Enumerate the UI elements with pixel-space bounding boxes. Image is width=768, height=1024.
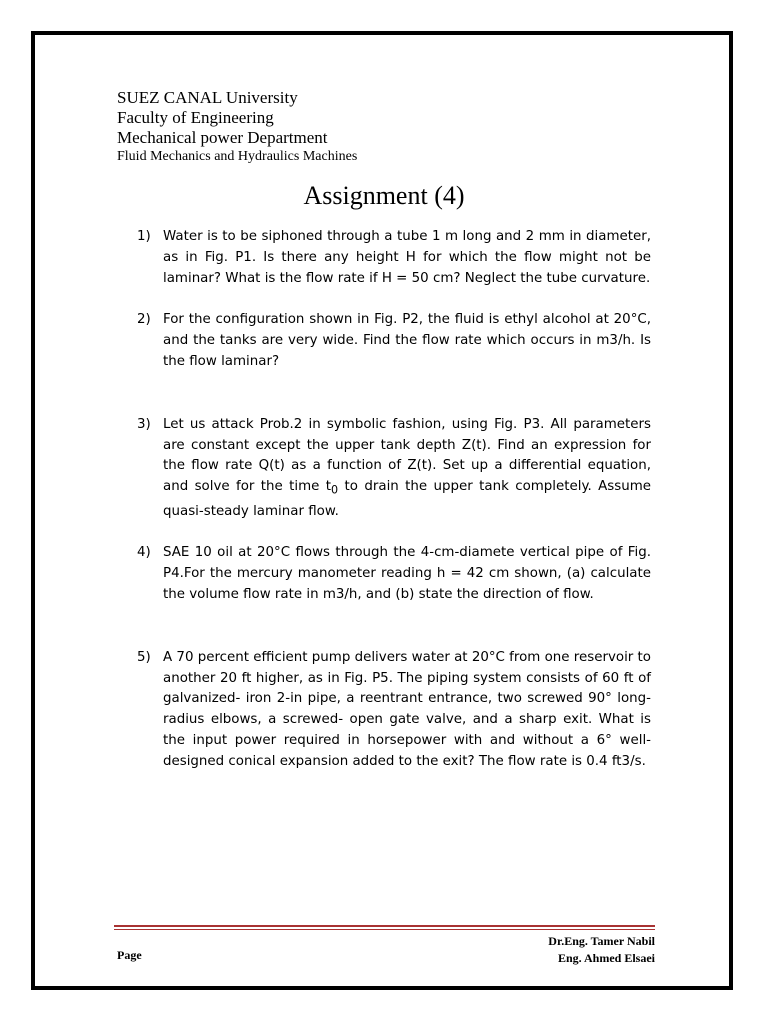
university-name: SUEZ CANAL University <box>117 88 298 107</box>
problem-number: 3) <box>137 416 151 432</box>
problem-item <box>137 310 651 372</box>
footer-authors <box>548 933 655 967</box>
problem-text-part: Let us attack Prob.2 in symbolic fashion, using Fig. P3. All parameters are constant except the upper tank depth Z(t). Find an expression for the flow rate Q(t) as a function of Z(t). Set up a differential equation, and solve for the time t <box>163 416 651 495</box>
time-subscript: 0 <box>331 483 339 497</box>
problem-number: 2) <box>137 312 151 328</box>
course-name: Fluid Mechanics and Hydraulics Machines <box>117 149 358 164</box>
footer-page-label: Page <box>117 948 142 962</box>
problem-item <box>137 543 651 605</box>
department-name: Mechanical power Department <box>117 128 328 147</box>
problem-item <box>137 227 651 289</box>
author-secondary: Eng. Ahmed Elsaei <box>557 951 655 965</box>
problem-list <box>137 227 651 773</box>
problem-text <box>163 415 651 523</box>
problem-number: 1) <box>137 229 151 244</box>
problem-item <box>137 648 651 773</box>
author-primary: Dr.Eng. Tamer Nabil <box>548 934 655 948</box>
problem-text: A 70 percent efficient pump delivers water at 20°C from one reservoir to another 20 ft higher, as in Fig. P5. The piping system consists of 60 ft of galvanized- iron 2-in pipe, a reentrant entrance, two screwed 90° long-radius elbows, a screwed- open gate valve, and a sharp exit. What is the input power required in horsepower with and without a 6° well-designed conical expansion added to the exit? The flow rate is 0.4 ft3/s. <box>163 649 651 769</box>
problem-text: Water is to be siphoned through a tube 1 m long and 2 mm in diameter, as in Fig. P1. Is there any height H for which the flow might not be laminar? What is the flow rate if H = 50 cm? Neglect the tube curvature. <box>163 229 651 286</box>
page-title: Assignment (4) <box>303 181 465 210</box>
document-header <box>117 88 357 165</box>
footer-divider <box>114 925 655 927</box>
problem-number: 5) <box>137 649 151 665</box>
faculty-name: Faculty of Engineering <box>117 108 274 127</box>
problem-text: For the configuration shown in Fig. P2, the fluid is ethyl alcohol at 20°C, and the tanks are very wide. Find the flow rate which occurs in m3/h. Is the flow laminar? <box>163 312 651 369</box>
footer-divider-thin <box>114 929 655 930</box>
problem-text: SAE 10 oil at 20°C flows through the 4-cm-diamete vertical pipe of Fig. P4.For the mercury manometer reading h = 42 cm shown, (a) calculate the volume flow rate in m3/h, and (b) state the direction of flow. <box>163 545 651 603</box>
problem-text-part: to drain the upper tank completely. Assume quasi-steady laminar flow. <box>163 479 652 519</box>
problem-item <box>137 415 651 523</box>
problem-number: 4) <box>137 545 151 561</box>
